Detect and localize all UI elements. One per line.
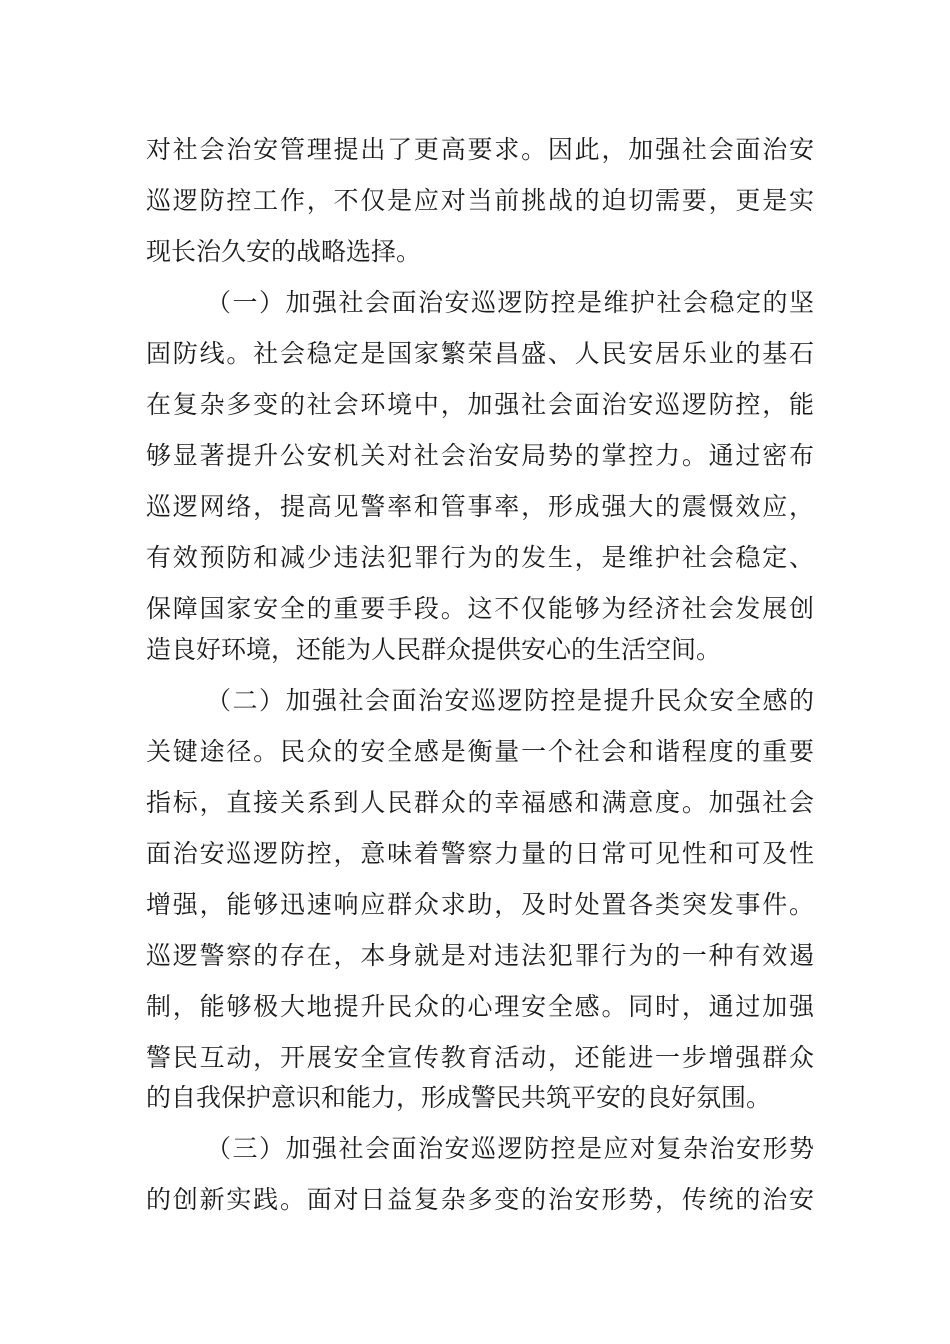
- text-line: 的创新实践。面对日益复杂多变的治安形势，传统的治安: [146, 1185, 814, 1214]
- text-line: 造良好环境，还能为人民群众提供安心的生活空间。: [146, 635, 722, 664]
- section-heading-3: （三）加强社会面治安巡逻防控是应对复杂治安形势: [206, 1134, 814, 1163]
- section-heading-2: （二）加强社会面治安巡逻防控是提升民众安全感的: [206, 686, 814, 715]
- text-line: 巡逻警察的存在，本身就是对违法犯罪行为的一种有效遏: [146, 941, 814, 970]
- text-line: 巡逻防控工作，不仅是应对当前挑战的迫切需要，更是实: [146, 186, 814, 215]
- text-line: 对社会治安管理提出了更高要求。因此，加强社会面治安: [146, 135, 814, 164]
- text-line: 现长治久安的战略选择。: [146, 237, 422, 266]
- text-line: 在复杂多变的社会环境中，加强社会面治安巡逻防控，能: [146, 390, 814, 419]
- text-line: 关键途径。民众的安全感是衡量一个社会和谐程度的重要: [146, 737, 814, 766]
- section-heading-1: （一）加强社会面治安巡逻防控是维护社会稳定的坚: [206, 288, 814, 317]
- text-line: 巡逻网络，提高见警率和管事率，形成强大的震慑效应，: [146, 492, 814, 521]
- text-line: 保障国家安全的重要手段。这不仅能够为经济社会发展创: [146, 594, 814, 623]
- text-line: 制，能够极大地提升民众的心理安全感。同时，通过加强: [146, 992, 814, 1021]
- text-line: 够显著提升公安机关对社会治安局势的掌控力。通过密布: [146, 441, 814, 470]
- text-line: 的自我保护意识和能力，形成警民共筑平安的良好氛围。: [146, 1083, 772, 1112]
- text-line: 警民互动，开展安全宣传教育活动，还能进一步增强群众: [146, 1043, 814, 1072]
- text-line: 固防线。社会稳定是国家繁荣昌盛、人民安居乐业的基石: [146, 339, 814, 368]
- text-line: 指标，直接关系到人民群众的幸福感和满意度。加强社会: [146, 788, 814, 817]
- text-line: 面治安巡逻防控，意味着警察力量的日常可见性和可及性: [146, 839, 814, 868]
- text-line: 增强，能够迅速响应群众求助，及时处置各类突发事件。: [146, 890, 814, 919]
- text-line: 有效预防和减少违法犯罪行为的发生，是维护社会稳定、: [146, 543, 814, 572]
